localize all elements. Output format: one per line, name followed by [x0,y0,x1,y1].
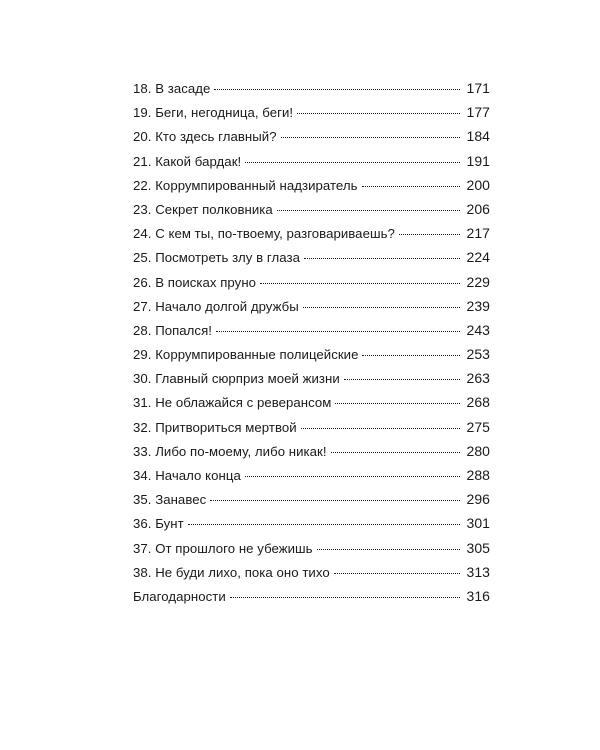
toc-entry-page-number: 316 [466,587,490,604]
dot-leader [335,403,460,404]
toc-entry-page-number: 200 [466,176,490,193]
toc-entry-title: 25. Посмотреть злу в глаза [133,250,300,266]
dot-leader [245,162,460,163]
dot-leader [297,113,460,114]
toc-entry-title: Благодарности [133,588,226,604]
toc-entry-page-number: 217 [466,225,490,242]
toc-entry-page-number: 268 [466,394,490,411]
toc-entry [133,124,490,148]
toc-entry-title: 31. Не облажайся с реверансом [133,395,332,411]
toc-entry-title: 20. Кто здесь главный? [133,129,277,145]
dot-leader [216,331,461,332]
toc-entry [133,560,490,584]
toc-entry-title: 34. Начало конца [133,468,241,483]
toc-entry [133,439,490,463]
toc-entry-page-number: 305 [466,539,490,556]
toc-entry [133,221,490,245]
toc-entry-title: 28. Попался! [133,322,212,338]
toc-entry [133,318,490,342]
toc-entry [133,173,490,197]
dot-leader [304,258,461,259]
dot-leader [277,210,461,211]
toc-entry-page-number: 253 [466,346,490,363]
dot-leader [399,234,461,235]
toc-entry-title: 22. Коррумпированный надзиратель [133,177,358,193]
toc-entry-page-number: 239 [466,297,490,314]
toc-entry-title: 27. Начало долгой дружбы [133,298,299,314]
dot-leader [303,307,461,308]
toc-entry-page-number: 301 [466,515,490,532]
dot-leader [188,524,461,525]
toc-entry-page-number: 229 [466,273,490,290]
dot-leader [260,283,460,284]
dot-leader [301,428,461,429]
toc-entry-title: 36. Бунт [133,516,184,532]
dot-leader [344,379,461,380]
dot-leader [281,137,461,138]
toc-entry [133,294,490,318]
toc-entry [133,245,490,269]
toc-entry-page-number: 275 [466,418,490,435]
toc-entry [133,270,490,294]
toc-entry-title: 18. В засаде [133,81,211,96]
toc-entry-page-number: 263 [466,370,490,387]
toc-entry-page-number: 313 [466,563,490,580]
toc-entry-title: 38. Не буди лихо, пока оно тихо [133,564,330,580]
toc-entry-page-number: 184 [466,128,490,145]
toc-entry-title: 24. С кем ты, по-твоему, разговариваешь? [133,226,395,242]
dot-leader [334,573,461,574]
toc-entry [133,536,490,560]
toc-entry [133,76,490,100]
toc-entry-page-number: 171 [466,80,490,96]
toc-entry-title: 35. Занавес [133,492,207,508]
toc-entry-title: 19. Беги, негодница, беги! [133,105,294,121]
toc-entry-title: 32. Притвориться мертвой [133,419,297,435]
toc-entry-page-number: 296 [466,491,490,508]
toc-entry [133,487,490,511]
toc-entry-title: 21. Какой бардак! [133,153,242,169]
dot-leader [230,597,461,598]
toc-entry-page-number: 191 [466,152,490,169]
toc-entry-page-number: 280 [466,442,490,459]
dot-leader [214,89,460,90]
dot-leader [245,476,461,477]
toc-entry-title: 33. Либо по-моему, либо никак! [133,443,327,459]
toc-entry-page-number: 177 [466,104,490,121]
toc-entry [133,366,490,390]
toc-entry [133,511,490,535]
toc-entry [133,100,490,124]
toc-entry [133,149,490,173]
dot-leader [210,500,460,501]
dot-leader [331,452,461,453]
toc-entry-title: 29. Коррумпированные полицейские [133,347,359,363]
toc-entry [133,197,490,221]
toc-entry [133,415,490,439]
toc-entry [133,584,490,608]
table-of-contents [133,76,490,608]
toc-entry [133,463,490,487]
dot-leader [317,549,461,550]
toc-entry-page-number: 243 [466,321,490,338]
dot-leader [362,186,461,187]
toc-entry-title: 26. В поисках пруно [133,274,257,290]
toc-entry-page-number: 224 [466,249,490,266]
toc-entry-title: 23. Секрет полковника [133,201,273,217]
toc-entry-page-number: 288 [466,467,490,483]
toc-entry-page-number: 206 [466,200,490,217]
toc-entry [133,342,490,366]
toc-entry [133,390,490,414]
dot-leader [362,355,460,356]
toc-entry-title: 30. Главный сюрприз моей жизни [133,371,340,387]
toc-entry-title: 37. От прошлого не убежишь [133,540,313,556]
